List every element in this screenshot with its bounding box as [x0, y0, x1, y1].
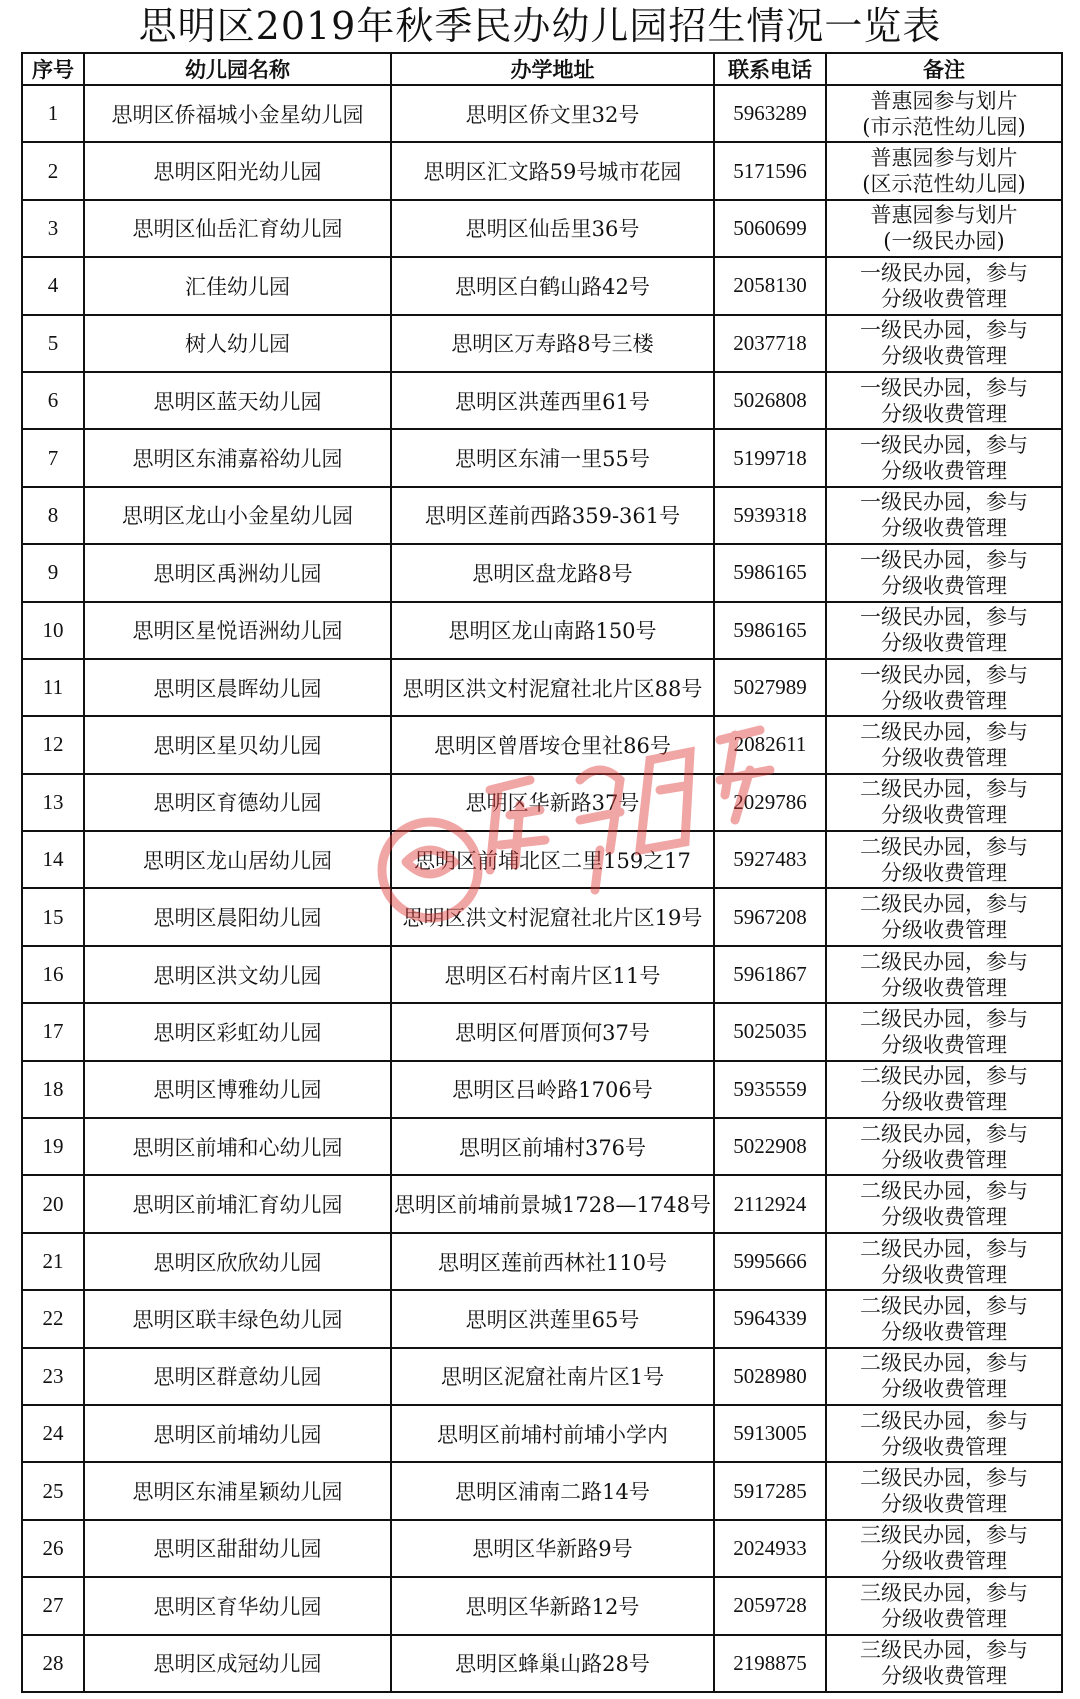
cell-note [826, 487, 1062, 544]
cell-address: 思明区华新路37号 [391, 774, 714, 831]
note-line: 二级民办园，参与 [860, 1408, 1028, 1433]
note-line: 分级收费管理 [881, 688, 1007, 713]
header-phone: 联系电话 [714, 53, 826, 85]
note-line: 分级收费管理 [881, 631, 1007, 656]
cell-note [826, 602, 1062, 659]
note-line: 二级民办园，参与 [860, 1179, 1028, 1204]
cell-phone: 2082611 [714, 716, 826, 773]
table-row [22, 315, 1062, 372]
cell-note [826, 1635, 1062, 1692]
cell-no: 21 [22, 1233, 84, 1290]
note-line: 三级民办园，参与 [860, 1580, 1028, 1605]
cell-address: 思明区龙山南路150号 [391, 602, 714, 659]
header-name: 幼儿园名称 [84, 53, 391, 85]
cell-phone: 5026808 [714, 372, 826, 429]
cell-phone: 5022908 [714, 1118, 826, 1175]
note-line: 分级收费管理 [881, 516, 1007, 541]
table-row [22, 602, 1062, 659]
cell-address: 思明区洪莲西里61号 [391, 372, 714, 429]
cell-name: 思明区成冠幼儿园 [84, 1635, 391, 1692]
cell-no: 10 [22, 602, 84, 659]
note-line: 分级收费管理 [881, 860, 1007, 885]
cell-no: 28 [22, 1635, 84, 1692]
cell-name: 思明区龙山小金星幼儿园 [84, 487, 391, 544]
cell-name: 思明区仙岳汇育幼儿园 [84, 200, 391, 257]
cell-address: 思明区泥窟社南片区1号 [391, 1348, 714, 1405]
cell-phone: 5967208 [714, 888, 826, 945]
note-line: 二级民办园，参与 [860, 1351, 1028, 1376]
note-line: 分级收费管理 [881, 1549, 1007, 1574]
note-line: 分级收费管理 [881, 1319, 1007, 1344]
cell-address: 思明区洪文村泥窟社北片区19号 [391, 888, 714, 945]
cell-note [826, 1520, 1062, 1577]
cell-address: 思明区前埔村前埔小学内 [391, 1405, 714, 1462]
cell-phone: 5060699 [714, 200, 826, 257]
cell-note [826, 372, 1062, 429]
cell-no: 27 [22, 1577, 84, 1634]
cell-name: 汇佳幼儿园 [84, 257, 391, 314]
note-line: 二级民办园，参与 [860, 1006, 1028, 1031]
cell-address: 思明区石村南片区11号 [391, 946, 714, 1003]
cell-note [826, 1462, 1062, 1519]
cell-note [826, 200, 1062, 257]
note-line: 分级收费管理 [881, 401, 1007, 426]
note-line: (市示范性幼儿园) [862, 114, 1026, 139]
cell-phone: 2112924 [714, 1175, 826, 1232]
cell-no: 18 [22, 1061, 84, 1118]
cell-no: 23 [22, 1348, 84, 1405]
note-line: 分级收费管理 [881, 1492, 1007, 1517]
cell-address: 思明区蜂巢山路28号 [391, 1635, 714, 1692]
note-line: 二级民办园，参与 [860, 1236, 1028, 1261]
cell-no: 5 [22, 315, 84, 372]
note-line: 一级民办园，参与 [860, 260, 1028, 285]
note-line: 三级民办园，参与 [860, 1523, 1028, 1548]
cell-name: 思明区群意幼儿园 [84, 1348, 391, 1405]
note-line: (一级民办园) [883, 229, 1005, 254]
note-line: 二级民办园，参与 [860, 1121, 1028, 1146]
cell-name: 思明区联丰绿色幼儿园 [84, 1290, 391, 1347]
note-line: 一级民办园，参与 [860, 375, 1028, 400]
note-line: 分级收费管理 [881, 1606, 1007, 1631]
cell-phone: 5986165 [714, 602, 826, 659]
cell-phone: 5963289 [714, 85, 826, 142]
cell-name: 思明区东浦嘉裕幼儿园 [84, 429, 391, 486]
cell-phone: 5964339 [714, 1290, 826, 1347]
cell-note [826, 946, 1062, 1003]
cell-address: 思明区曾厝垵仓里社86号 [391, 716, 714, 773]
cell-phone: 5927483 [714, 831, 826, 888]
header-address: 办学地址 [391, 53, 714, 85]
cell-name: 思明区晨晖幼儿园 [84, 659, 391, 716]
note-line: 二级民办园，参与 [860, 1064, 1028, 1089]
cell-no: 22 [22, 1290, 84, 1347]
cell-note [826, 1003, 1062, 1060]
note-line: 分级收费管理 [881, 918, 1007, 943]
table-row [22, 831, 1062, 888]
table-row [22, 1118, 1062, 1175]
table-row [22, 1405, 1062, 1462]
cell-name: 思明区禹洲幼儿园 [84, 544, 391, 601]
note-line: 一级民办园，参与 [860, 490, 1028, 515]
cell-name: 思明区彩虹幼儿园 [84, 1003, 391, 1060]
cell-address: 思明区华新路12号 [391, 1577, 714, 1634]
cell-address: 思明区仙岳里36号 [391, 200, 714, 257]
cell-name: 思明区蓝天幼儿园 [84, 372, 391, 429]
table-row [22, 888, 1062, 945]
note-line: 分级收费管理 [881, 344, 1007, 369]
cell-address: 思明区万寿路8号三楼 [391, 315, 714, 372]
cell-no: 11 [22, 659, 84, 716]
cell-no: 1 [22, 85, 84, 142]
cell-name: 思明区龙山居幼儿园 [84, 831, 391, 888]
cell-name: 思明区育华幼儿园 [84, 1577, 391, 1634]
table-row [22, 946, 1062, 1003]
cell-address: 思明区前埔北区二里159之17 [391, 831, 714, 888]
cell-note [826, 831, 1062, 888]
cell-no: 4 [22, 257, 84, 314]
cell-no: 26 [22, 1520, 84, 1577]
table-row [22, 200, 1062, 257]
note-line: 普惠园参与划片 [870, 146, 1018, 171]
note-line: 分级收费管理 [881, 286, 1007, 311]
cell-phone: 5917285 [714, 1462, 826, 1519]
cell-phone: 5935559 [714, 1061, 826, 1118]
note-line: 分级收费管理 [881, 1262, 1007, 1287]
note-line: 分级收费管理 [881, 1377, 1007, 1402]
note-line: 分级收费管理 [881, 573, 1007, 598]
table-row [22, 659, 1062, 716]
cell-name: 思明区前埔汇育幼儿园 [84, 1175, 391, 1232]
cell-name: 思明区侨福城小金星幼儿园 [84, 85, 391, 142]
note-line: 分级收费管理 [881, 1664, 1007, 1689]
table-row [22, 142, 1062, 199]
cell-note [826, 544, 1062, 601]
cell-name: 思明区前埔和心幼儿园 [84, 1118, 391, 1175]
cell-note [826, 1290, 1062, 1347]
cell-note [826, 142, 1062, 199]
note-line: 三级民办园，参与 [860, 1638, 1028, 1663]
table-row [22, 1233, 1062, 1290]
cell-note [826, 659, 1062, 716]
cell-no: 12 [22, 716, 84, 773]
cell-no: 6 [22, 372, 84, 429]
cell-address: 思明区吕岭路1706号 [391, 1061, 714, 1118]
cell-address: 思明区莲前西林社110号 [391, 1233, 714, 1290]
cell-phone: 5986165 [714, 544, 826, 601]
cell-address: 思明区前埔村376号 [391, 1118, 714, 1175]
note-line: 一级民办园，参与 [860, 547, 1028, 572]
cell-phone: 5171596 [714, 142, 826, 199]
note-line: 分级收费管理 [881, 459, 1007, 484]
cell-note [826, 716, 1062, 773]
cell-no: 8 [22, 487, 84, 544]
note-line: 二级民办园，参与 [860, 1466, 1028, 1491]
cell-phone: 2037718 [714, 315, 826, 372]
cell-phone: 5939318 [714, 487, 826, 544]
table-row [22, 716, 1062, 773]
note-line: (区示范性幼儿园) [862, 172, 1026, 197]
note-line: 一级民办园，参与 [860, 433, 1028, 458]
cell-note [826, 1405, 1062, 1462]
cell-phone: 5027989 [714, 659, 826, 716]
cell-note [826, 1118, 1062, 1175]
cell-note [826, 888, 1062, 945]
cell-no: 13 [22, 774, 84, 831]
cell-name: 思明区欣欣幼儿园 [84, 1233, 391, 1290]
cell-address: 思明区何厝顶何37号 [391, 1003, 714, 1060]
cell-name: 思明区阳光幼儿园 [84, 142, 391, 199]
cell-no: 15 [22, 888, 84, 945]
cell-address: 思明区汇文路59号城市花园 [391, 142, 714, 199]
header-row [22, 53, 1062, 85]
note-line: 分级收费管理 [881, 1205, 1007, 1230]
cell-note [826, 1348, 1062, 1405]
note-line: 二级民办园，参与 [860, 777, 1028, 802]
cell-name: 思明区育德幼儿园 [84, 774, 391, 831]
note-line: 分级收费管理 [881, 1090, 1007, 1115]
table-row [22, 1520, 1062, 1577]
note-line: 一级民办园，参与 [860, 662, 1028, 687]
cell-no: 7 [22, 429, 84, 486]
cell-name: 思明区洪文幼儿园 [84, 946, 391, 1003]
cell-no: 19 [22, 1118, 84, 1175]
cell-phone: 5025035 [714, 1003, 826, 1060]
table-body [22, 85, 1062, 1692]
cell-phone: 2059728 [714, 1577, 826, 1634]
cell-phone: 2058130 [714, 257, 826, 314]
cell-address: 思明区浦南二路14号 [391, 1462, 714, 1519]
note-line: 分级收费管理 [881, 745, 1007, 770]
cell-phone: 5961867 [714, 946, 826, 1003]
cell-address: 思明区东浦一里55号 [391, 429, 714, 486]
cell-phone: 2024933 [714, 1520, 826, 1577]
cell-note [826, 774, 1062, 831]
header-note: 备注 [826, 53, 1062, 85]
kindergarten-table [21, 52, 1063, 1693]
table-row [22, 429, 1062, 486]
cell-no: 9 [22, 544, 84, 601]
cell-phone: 5995666 [714, 1233, 826, 1290]
note-line: 一级民办园，参与 [860, 318, 1028, 343]
cell-no: 16 [22, 946, 84, 1003]
table-row [22, 1003, 1062, 1060]
cell-name: 思明区甜甜幼儿园 [84, 1520, 391, 1577]
cell-name: 思明区星悦语洲幼儿园 [84, 602, 391, 659]
cell-phone: 2198875 [714, 1635, 826, 1692]
cell-address: 思明区盘龙路8号 [391, 544, 714, 601]
table-row [22, 1175, 1062, 1232]
cell-no: 3 [22, 200, 84, 257]
cell-name: 树人幼儿园 [84, 315, 391, 372]
cell-address: 思明区洪莲里65号 [391, 1290, 714, 1347]
cell-no: 2 [22, 142, 84, 199]
note-line: 普惠园参与划片 [870, 203, 1018, 228]
table-row [22, 1577, 1062, 1634]
cell-no: 20 [22, 1175, 84, 1232]
note-line: 二级民办园，参与 [860, 949, 1028, 974]
table-row [22, 1290, 1062, 1347]
cell-no: 25 [22, 1462, 84, 1519]
cell-address: 思明区莲前西路359-361号 [391, 487, 714, 544]
note-line: 二级民办园，参与 [860, 1293, 1028, 1318]
cell-phone: 5199718 [714, 429, 826, 486]
table-row [22, 774, 1062, 831]
cell-address: 思明区洪文村泥窟社北片区88号 [391, 659, 714, 716]
cell-note [826, 1061, 1062, 1118]
cell-name: 思明区晨阳幼儿园 [84, 888, 391, 945]
cell-note [826, 429, 1062, 486]
cell-address: 思明区前埔前景城1728—1748号 [391, 1175, 714, 1232]
cell-address: 思明区白鹤山路42号 [391, 257, 714, 314]
table-row [22, 1061, 1062, 1118]
cell-note [826, 1175, 1062, 1232]
header-no: 序号 [22, 53, 84, 85]
page-title: 思明区2019年秋季民办幼儿园招生情况一览表 [138, 4, 942, 48]
cell-no: 17 [22, 1003, 84, 1060]
cell-phone: 2029786 [714, 774, 826, 831]
cell-name: 思明区前埔幼儿园 [84, 1405, 391, 1462]
cell-note [826, 85, 1062, 142]
note-line: 普惠园参与划片 [870, 88, 1018, 113]
cell-name: 思明区星贝幼儿园 [84, 716, 391, 773]
cell-note [826, 257, 1062, 314]
cell-phone: 5028980 [714, 1348, 826, 1405]
note-line: 二级民办园，参与 [860, 719, 1028, 744]
table-row [22, 544, 1062, 601]
note-line: 二级民办园，参与 [860, 892, 1028, 917]
cell-note [826, 1577, 1062, 1634]
note-line: 分级收费管理 [881, 1147, 1007, 1172]
table-row [22, 257, 1062, 314]
note-line: 一级民办园，参与 [860, 605, 1028, 630]
cell-name: 思明区东浦星颖幼儿园 [84, 1462, 391, 1519]
cell-note [826, 1233, 1062, 1290]
table-row [22, 487, 1062, 544]
cell-name: 思明区博雅幼儿园 [84, 1061, 391, 1118]
cell-address: 思明区侨文里32号 [391, 85, 714, 142]
note-line: 分级收费管理 [881, 975, 1007, 1000]
note-line: 分级收费管理 [881, 803, 1007, 828]
table-row [22, 1635, 1062, 1692]
cell-note [826, 315, 1062, 372]
cell-phone: 5913005 [714, 1405, 826, 1462]
table-row [22, 1348, 1062, 1405]
table-row [22, 1462, 1062, 1519]
note-line: 分级收费管理 [881, 1434, 1007, 1459]
note-line: 分级收费管理 [881, 1032, 1007, 1057]
table-row [22, 85, 1062, 142]
table-row [22, 372, 1062, 429]
cell-no: 14 [22, 831, 84, 888]
cell-no: 24 [22, 1405, 84, 1462]
note-line: 二级民办园，参与 [860, 834, 1028, 859]
cell-address: 思明区华新路9号 [391, 1520, 714, 1577]
